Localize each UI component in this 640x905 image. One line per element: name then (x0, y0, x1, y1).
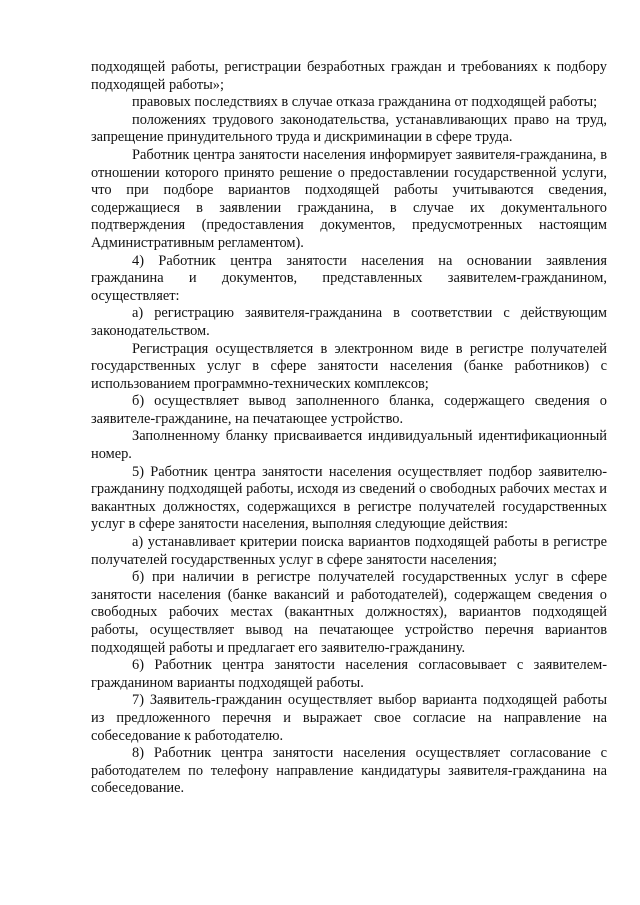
paragraph-9: Заполненному бланку присваивается индивидуальный идентификационный номер. (91, 428, 607, 463)
paragraph-7: Регистрация осуществляется в электронном виде в регистре получателей государственных услуг в сфере занятости населения (банке работников) с использованием программно-технических комплексов; (91, 340, 607, 392)
paragraph-1: подходящей работы, регистрации безработных граждан и требованиях к подбору подходящей работы»; (91, 59, 607, 93)
paragraph-6: а) регистрацию заявителя-гражданина в соответствии с действующим законодательством. (91, 305, 607, 339)
paragraph-10: 5) Работник центра занятости населения осуществляет подбор заявителю-гражданину подходящей работы, исходя из сведений о свободных рабочих местах и вакантных должностях, содержащихся в регистре получателей государственных услуг в сфере занятости населения, выполняя следующие действия: (91, 463, 607, 533)
paragraph-2: правовых последствиях в случае отказа гражданина от подходящей работы; (132, 94, 598, 111)
paragraph-11: а) устанавливает критерии поиска вариантов подходящей работы в регистре получателей государственных услуг в сфере занятости населения; (91, 534, 607, 568)
paragraph-3: положениях трудового законодательства, устанавливающих право на труд, запрещение принудительного труда и дискриминации в сфере труда. (91, 111, 607, 146)
document-body (91, 59, 607, 798)
paragraph-14: 7) Заявитель-гражданин осуществляет выбор варианта подходящей работы из предложенного перечня и выражает свое согласие на направление на собеседование к работодателю. (91, 692, 607, 744)
paragraph-12: б) при наличии в регистре получателей государственных услуг в сфере занятости населения (банке вакансий и работодателей), содержащем сведения о свободных рабочих местах (вакантных должностях), вариантов подходящей работы, осуществляет вывод на печатающее устройство перечня вариантов подходящей работы и предлагает его заявителю-гражданину. (91, 569, 607, 656)
paragraph-15: 8) Работник центра занятости населения осуществляет согласование с работодателем по телефону направление кандидатуры заявителя-гражданина на собеседование. (91, 745, 607, 797)
paragraph-13: 6) Работник центра занятости населения согласовывает с заявителем-гражданином варианты подходящей работы. (91, 657, 607, 691)
paragraph-5: 4) Работник центра занятости населения на основании заявления гражданина и документов, представленных заявителем-гражданином, осуществляет: (91, 252, 607, 304)
paragraph-8: б) осуществляет вывод заполненного бланка, содержащего сведения о заявителе-гражданине, на печатающее устройство. (91, 393, 607, 427)
paragraph-4: Работник центра занятости населения информирует заявителя-гражданина, в отношении которого принято решение о предоставлении государственной услуги, что при подборе вариантов подходящей работы учитываются сведения, содержащиеся в заявлении гражданина, в случае их документального подтверждения (предоставления документов, предусмотренных настоящим Административным регламентом). (91, 146, 607, 251)
